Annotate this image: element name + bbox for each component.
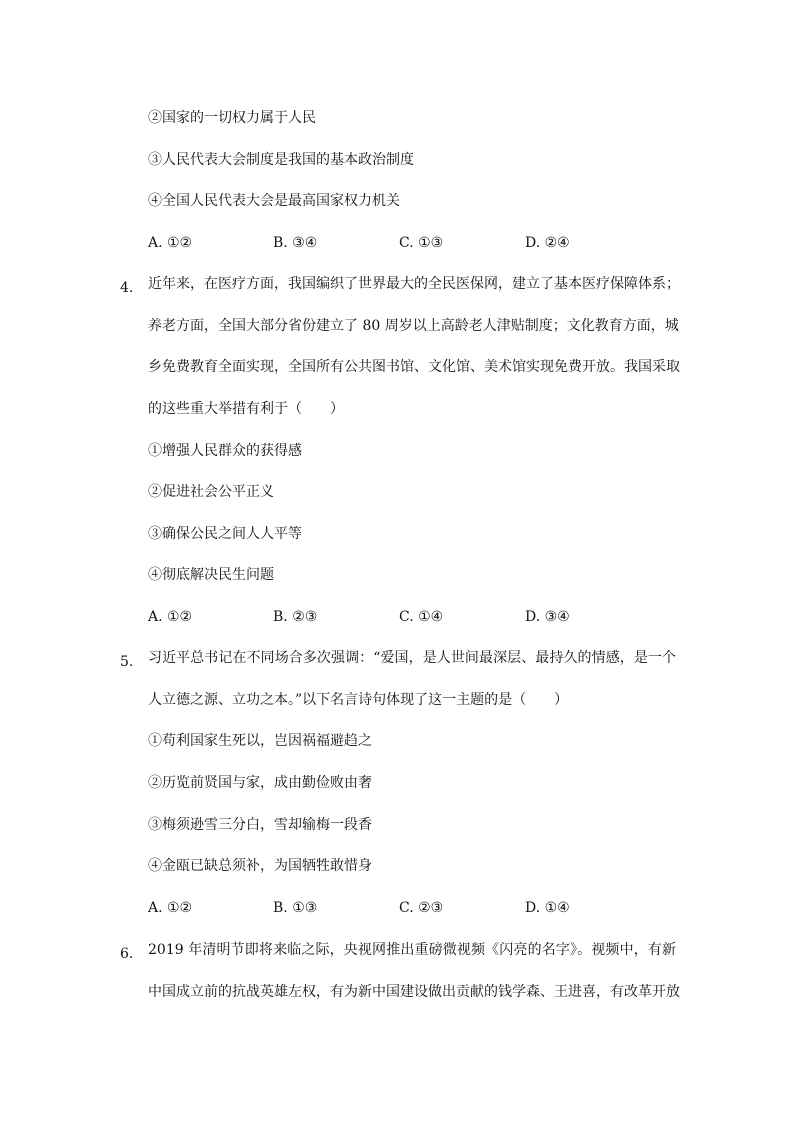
q4-item-4: ④彻底解决民生问题 <box>148 567 274 583</box>
q4-stem-line-1: 近年来，在医疗方面，我国编织了世界最大的全民医保网，建立了基本医疗保障体系； <box>148 276 680 292</box>
q4-item-3: ③确保公民之间人人平等 <box>148 526 302 542</box>
q4-stem-line-4: 的这些重大举措有利于（ ） <box>148 401 344 417</box>
q3-option-d: D. ②④ <box>525 235 570 251</box>
q4-number: 4. <box>120 280 134 296</box>
q3-item-2: ②国家的一切权力属于人民 <box>148 110 316 126</box>
q5-item-4: ④金瓯已缺总须补，为国牺牲敢惜身 <box>148 858 372 874</box>
q3-option-a: A. ①② <box>148 235 193 251</box>
q5-number: 5. <box>120 654 134 670</box>
q3-option-b: B. ③④ <box>273 235 318 251</box>
q5-stem-line-1: 习近平总书记在不同场合多次强调：“爱国，是人世间最深层、最持久的情感，是一个 <box>148 650 676 666</box>
q4-item-2: ②促进社会公平正义 <box>148 484 274 500</box>
q4-option-a: A. ①② <box>148 609 193 625</box>
q5-option-d: D. ①④ <box>525 900 570 916</box>
q5-option-a: A. ①② <box>148 900 193 916</box>
q5-item-3: ③梅须逊雪三分白，雪却输梅一段香 <box>148 817 372 833</box>
q5-option-b: B. ①③ <box>273 900 318 916</box>
q6-number: 6. <box>120 946 134 962</box>
q3-option-c: C. ①③ <box>399 235 444 251</box>
q4-option-c: C. ①④ <box>399 609 444 625</box>
q5-item-1: ①苟利国家生死以，岂因祸福避趋之 <box>148 733 372 749</box>
q6-stem-line-2: 中国成立前的抗战英雄左权，有为新中国建设做出贡献的钱学森、王进喜，有改革开放 <box>148 984 680 1000</box>
q3-item-3: ③人民代表大会制度是我国的基本政治制度 <box>148 152 414 168</box>
q6-stem-line-1: 2019 年清明节即将来临之际，央视网推出重磅微视频《闪亮的名字》。视频中，有新 <box>148 942 676 958</box>
q4-item-1: ①增强人民群众的获得感 <box>148 443 302 459</box>
q5-option-c: C. ②③ <box>399 900 444 916</box>
q3-item-4: ④全国人民代表大会是最高国家权力机关 <box>148 193 400 209</box>
q5-item-2: ②历览前贤国与家，成由勤俭败由奢 <box>148 775 372 791</box>
q4-stem-line-3: 乡免费教育全面实现，全国所有公共图书馆、文化馆、美术馆实现免费开放。我国采取 <box>148 359 680 375</box>
q4-option-b: B. ②③ <box>273 609 318 625</box>
q5-stem-line-2: 人立德之源、立功之本。”以下名言诗句体现了这一主题的是（ ） <box>148 692 569 708</box>
q4-option-d: D. ③④ <box>525 609 570 625</box>
q4-stem-line-2: 养老方面，全国大部分省份建立了 80 周岁以上高龄老人津贴制度；文化教育方面，城 <box>148 318 679 334</box>
